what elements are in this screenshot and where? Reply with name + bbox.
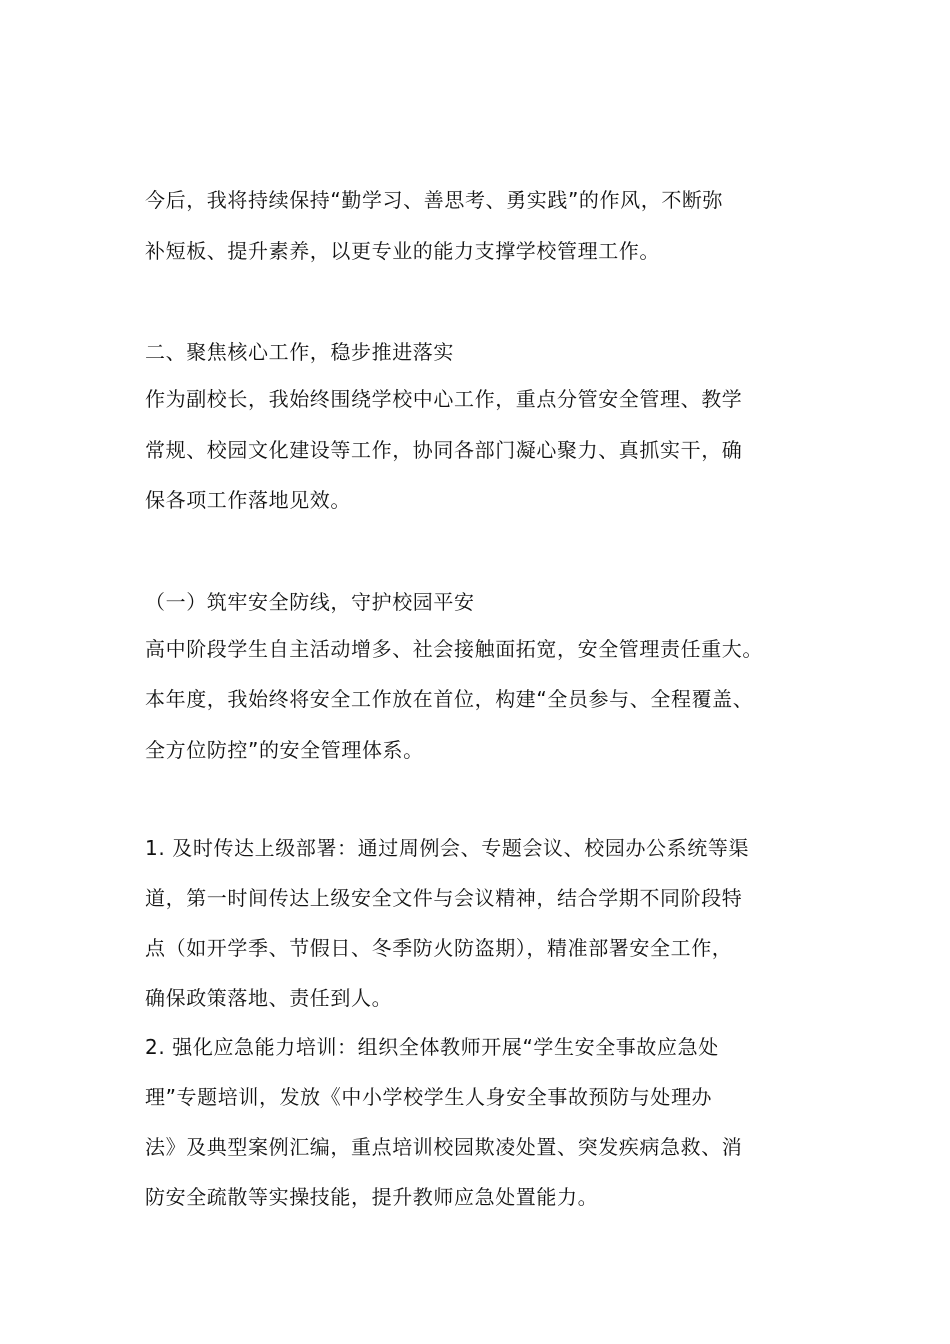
list-item-line: 2. 强化应急能力培训：组织全体教师开展“学生安全事故应急处: [145, 1035, 719, 1059]
subsection-heading: （一）筑牢安全防线，守护校园平安: [145, 590, 475, 614]
section-heading: 二、聚焦核心工作，稳步推进落实: [145, 340, 454, 364]
list-item-line: 防安全疏散等实操技能，提升教师应急处置能力。: [145, 1185, 599, 1209]
list-item-line: 1. 及时传达上级部署：通过周例会、专题会议、校园办公系统等渠: [145, 836, 750, 860]
paragraph-line: 作为副校长，我始终围绕学校中心工作，重点分管安全管理、教学: [145, 387, 743, 411]
list-item-line: 法》及典型案例汇编，重点培训校园欺凌处置、突发疾病急救、消: [145, 1135, 743, 1159]
paragraph-line: 补短板、提升素养，以更专业的能力支撑学校管理工作。: [145, 239, 660, 263]
list-item-line: 理”专题培训，发放《中小学校学生人身安全事故预防与处理办: [145, 1085, 713, 1109]
paragraph-line: 高中阶段学生自主活动增多、社会接触面拓宽，安全管理责任重大。: [145, 637, 763, 661]
paragraph-line: 全方位防控”的安全管理体系。: [145, 738, 424, 762]
paragraph-line: 保各项工作落地见效。: [145, 488, 351, 512]
paragraph-line: 今后，我将持续保持“勤学习、善思考、勇实践”的作风，不断弥: [145, 188, 724, 212]
paragraph-line: 本年度，我始终将安全工作放在首位，构建“全员参与、全程覆盖、: [145, 687, 754, 711]
list-item-line: 点（如开学季、节假日、冬季防火防盗期），精准部署安全工作，: [145, 936, 733, 960]
list-item-line: 确保政策落地、责任到人。: [145, 986, 393, 1010]
paragraph-line: 常规、校园文化建设等工作，协同各部门凝心聚力、真抓实干，确: [145, 438, 743, 462]
list-item-line: 道，第一时间传达上级安全文件与会议精神，结合学期不同阶段特: [145, 886, 743, 910]
